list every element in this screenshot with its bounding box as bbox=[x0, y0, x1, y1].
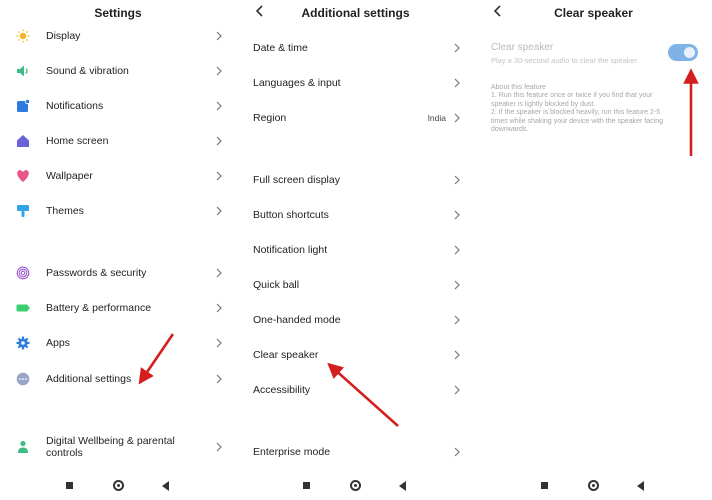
chevron-right-icon bbox=[454, 245, 460, 255]
additional-item-label: Date & time bbox=[253, 42, 308, 54]
chevron-right-icon bbox=[216, 374, 222, 384]
recents-button[interactable] bbox=[66, 482, 73, 489]
settings-item-sound[interactable] bbox=[0, 56, 236, 86]
settings-item-wallpaper[interactable] bbox=[0, 161, 236, 191]
themes-icon bbox=[16, 204, 30, 218]
settings-item-label: Passwords & security bbox=[46, 267, 147, 279]
chevron-right-icon bbox=[454, 280, 460, 290]
additional-item-label: Clear speaker bbox=[253, 349, 319, 361]
page-title: Clear speaker bbox=[554, 6, 633, 20]
additional-item-clear-speaker[interactable] bbox=[237, 340, 474, 370]
page-title: Settings bbox=[94, 6, 142, 20]
settings-item-label: Digital Wellbeing & parental controls bbox=[46, 435, 175, 459]
chevron-right-icon bbox=[454, 113, 460, 123]
settings-item-label: Additional settings bbox=[46, 373, 132, 385]
recents-button[interactable] bbox=[303, 482, 310, 489]
settings-item-notifications[interactable] bbox=[0, 91, 236, 121]
chevron-right-icon bbox=[454, 385, 460, 395]
additional-item-date-time[interactable] bbox=[237, 33, 474, 63]
settings-item-themes[interactable] bbox=[0, 196, 236, 226]
toggle-knob bbox=[684, 47, 695, 58]
chevron-right-icon bbox=[216, 66, 222, 76]
home-icon bbox=[16, 134, 30, 148]
additional-item-button-shortcuts[interactable] bbox=[237, 200, 474, 230]
settings-item-passwords-security[interactable] bbox=[0, 258, 236, 288]
chevron-right-icon bbox=[454, 315, 460, 325]
settings-item-label: Sound & vibration bbox=[46, 65, 129, 77]
settings-item-display[interactable] bbox=[0, 21, 236, 51]
additional-item-one-handed[interactable] bbox=[237, 305, 474, 335]
additional-item-label: Button shortcuts bbox=[253, 209, 329, 221]
chevron-right-icon bbox=[216, 171, 222, 181]
about-feature-text bbox=[491, 84, 706, 134]
additional-item-label: Full screen display bbox=[253, 174, 340, 186]
chevron-right-icon bbox=[216, 31, 222, 41]
navigation-bar bbox=[237, 478, 474, 494]
settings-item-additional[interactable] bbox=[0, 364, 236, 394]
additional-item-label: One-handed mode bbox=[253, 314, 341, 326]
chevron-right-icon bbox=[454, 447, 460, 457]
page-title: Additional settings bbox=[301, 6, 410, 20]
additional-item-label: Quick ball bbox=[253, 279, 300, 291]
chevron-right-icon bbox=[216, 442, 222, 452]
chevron-right-icon bbox=[216, 303, 222, 313]
navigation-bar bbox=[475, 478, 712, 494]
wellbeing-icon bbox=[16, 440, 30, 454]
fingerprint-icon bbox=[16, 266, 30, 280]
additional-item-label: Region bbox=[253, 112, 287, 124]
settings-panel bbox=[0, 0, 236, 500]
about-line: 2. If the speaker is blocked heavily, run this feature 2-5 bbox=[491, 109, 661, 117]
settings-item-home-screen[interactable] bbox=[0, 126, 236, 156]
wallpaper-icon bbox=[16, 169, 30, 183]
about-line: times while shaking your device with the speaker facing bbox=[491, 117, 663, 125]
settings-item-label: Display bbox=[46, 30, 81, 42]
additional-item-label: Languages & input bbox=[253, 77, 341, 89]
additional-item-accessibility[interactable] bbox=[237, 375, 474, 405]
settings-item-label: Notifications bbox=[46, 100, 104, 112]
chevron-right-icon bbox=[216, 338, 222, 348]
about-line: 1. Run this feature once or twice if you find that your bbox=[491, 92, 653, 100]
settings-item-label: Home screen bbox=[46, 135, 109, 147]
settings-item-label: Apps bbox=[46, 337, 70, 349]
notification-icon bbox=[16, 99, 30, 113]
home-button[interactable] bbox=[588, 480, 599, 491]
chevron-right-icon bbox=[454, 78, 460, 88]
chevron-right-icon bbox=[454, 43, 460, 53]
additional-item-quick-ball[interactable] bbox=[237, 270, 474, 300]
navigation-bar bbox=[0, 478, 236, 494]
home-button[interactable] bbox=[113, 480, 124, 491]
about-heading: About this feature bbox=[491, 84, 546, 91]
settings-item-digital-wellbeing[interactable] bbox=[0, 430, 236, 464]
settings-item-battery[interactable] bbox=[0, 293, 236, 323]
settings-item-label: Wallpaper bbox=[46, 170, 93, 182]
chevron-right-icon bbox=[454, 350, 460, 360]
clear-speaker-option-subtitle: Play a 30-second audio to clear the speaker bbox=[491, 56, 638, 65]
about-line: speaker is lightly blocked by dust. bbox=[491, 100, 596, 108]
sun-icon bbox=[16, 29, 30, 43]
region-value: India bbox=[427, 113, 446, 123]
home-button[interactable] bbox=[350, 480, 361, 491]
additional-item-notification-light[interactable] bbox=[237, 235, 474, 265]
chevron-right-icon bbox=[216, 101, 222, 111]
additional-settings-panel bbox=[237, 0, 474, 500]
about-line: downwards. bbox=[491, 126, 529, 134]
settings-item-label: Themes bbox=[46, 205, 84, 217]
additional-item-enterprise[interactable] bbox=[237, 437, 474, 467]
chevron-right-icon bbox=[454, 175, 460, 185]
chevron-right-icon bbox=[216, 268, 222, 278]
back-button[interactable] bbox=[399, 481, 406, 491]
chevron-right-icon bbox=[216, 206, 222, 216]
additional-item-full-screen[interactable] bbox=[237, 165, 474, 195]
additional-item-label: Enterprise mode bbox=[253, 446, 331, 458]
settings-item-label: Battery & performance bbox=[46, 302, 152, 314]
additional-item-label: Accessibility bbox=[253, 384, 311, 396]
recents-button[interactable] bbox=[541, 482, 548, 489]
clear-speaker-option-title: Clear speaker bbox=[491, 42, 554, 53]
additional-item-label: Notification light bbox=[253, 244, 328, 256]
additional-item-languages[interactable] bbox=[237, 68, 474, 98]
speaker-icon bbox=[16, 64, 30, 78]
additional-item-region[interactable] bbox=[237, 103, 474, 133]
settings-item-apps[interactable] bbox=[0, 328, 236, 358]
back-button[interactable] bbox=[162, 481, 169, 491]
chevron-right-icon bbox=[216, 136, 222, 146]
gear-icon bbox=[16, 336, 30, 350]
back-button[interactable] bbox=[637, 481, 644, 491]
more-icon bbox=[16, 372, 30, 386]
clear-speaker-toggle[interactable] bbox=[668, 44, 698, 61]
clear-speaker-panel bbox=[475, 0, 712, 500]
chevron-right-icon bbox=[454, 210, 460, 220]
battery-icon bbox=[16, 301, 30, 315]
